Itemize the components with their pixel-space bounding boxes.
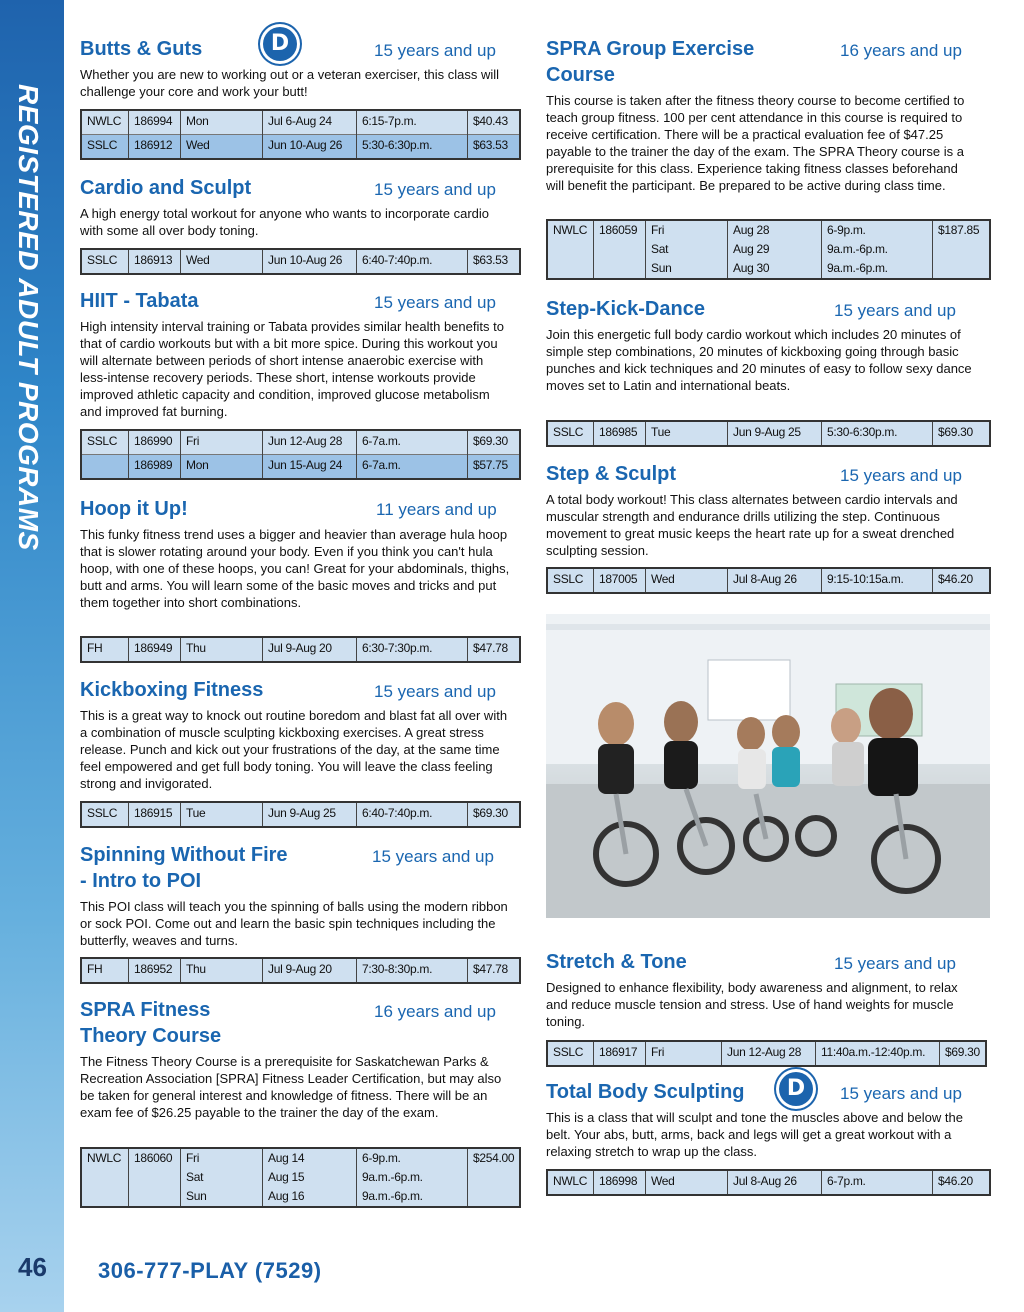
- program-title-line2: - Intro to POI: [80, 870, 202, 892]
- schedule-cell: NWLC: [81, 110, 129, 135]
- schedule-row: [81, 110, 520, 135]
- schedule-row: [81, 1148, 520, 1168]
- schedule-cell: 186998: [594, 1170, 646, 1195]
- schedule-cell: Jul 9-Aug 20: [263, 637, 357, 662]
- phone-number: 306-777-PLAY (7529): [98, 1258, 322, 1283]
- schedule-cell: 9a.m.-6p.m.: [357, 1187, 468, 1207]
- schedule-cell: 6-9p.m.: [357, 1148, 468, 1168]
- schedule-row: [81, 802, 520, 827]
- age-range: 15 years and up: [834, 301, 956, 320]
- schedule-cell: NWLC: [547, 220, 594, 240]
- schedule-cell: Wed: [646, 1170, 728, 1195]
- program-title: Step-Kick-Dance: [546, 298, 705, 320]
- schedule-cell: Jul 6-Aug 24: [263, 110, 357, 135]
- schedule-cell: Tue: [181, 802, 263, 827]
- age-range: 16 years and up: [374, 1002, 496, 1021]
- schedule-cell: Wed: [181, 249, 263, 274]
- schedule-cell: SSLC: [547, 568, 594, 593]
- schedule-cell: 186912: [129, 135, 181, 160]
- schedule-cell: [468, 1168, 521, 1187]
- schedule-cell: $46.20: [933, 1170, 991, 1195]
- program-title: HIIT - Tabata: [80, 290, 199, 312]
- schedule-cell: SSLC: [81, 802, 129, 827]
- schedule-cell: 6-7a.m.: [357, 455, 468, 480]
- schedule-cell: Thu: [181, 637, 263, 662]
- schedule-cell: [129, 1168, 181, 1187]
- schedule-table: [80, 248, 521, 275]
- program-title: Kickboxing Fitness: [80, 679, 264, 701]
- schedule-cell: 186060: [129, 1148, 181, 1168]
- program-title: SPRA Fitness: [80, 999, 211, 1021]
- schedule-cell: NWLC: [547, 1170, 594, 1195]
- schedule-row: [547, 240, 990, 259]
- schedule-cell: $69.30: [468, 430, 521, 455]
- program-title: Hoop it Up!: [80, 498, 188, 520]
- schedule-row: [81, 958, 520, 983]
- d-badge-icon: D: [263, 27, 297, 61]
- program-description: A total body workout! This class alternates between cardio intervals and muscular strength and endurance drills utilizing the step. Continuous movement to great music keeps the heart rate up for a sweat drenched sculpting session.: [546, 492, 958, 558]
- schedule-cell: $69.30: [940, 1041, 987, 1066]
- schedule-cell: 9:15-10:15a.m.: [822, 568, 933, 593]
- program-title: Stretch & Tone: [546, 951, 687, 973]
- age-range: 15 years and up: [374, 293, 496, 312]
- schedule-cell: Mon: [181, 110, 263, 135]
- age-range: 15 years and up: [834, 954, 956, 973]
- age-range: 15 years and up: [374, 682, 496, 701]
- schedule-table: [80, 801, 521, 828]
- schedule-cell: 187005: [594, 568, 646, 593]
- schedule-table: [546, 1040, 987, 1067]
- age-range: 15 years and up: [374, 180, 496, 199]
- schedule-cell: Jun 9-Aug 25: [728, 421, 822, 446]
- d-badge-icon: D: [779, 1072, 813, 1106]
- schedule-cell: Aug 14: [263, 1148, 357, 1168]
- schedule-cell: Jun 9-Aug 25: [263, 802, 357, 827]
- schedule-cell: Wed: [181, 135, 263, 160]
- schedule-cell: SSLC: [547, 421, 594, 446]
- schedule-cell: Tue: [646, 421, 728, 446]
- schedule-cell: 5:30-6:30p.m.: [357, 135, 468, 160]
- schedule-cell: Jul 8-Aug 26: [728, 568, 822, 593]
- schedule-cell: [933, 259, 991, 279]
- age-range: 16 years and up: [840, 41, 962, 60]
- program-description: Designed to enhance flexibility, body awareness and alignment, to relax and reduce muscle tension and stress. Use of hand weights for muscle toning.: [546, 980, 958, 1029]
- age-range: 15 years and up: [840, 466, 962, 485]
- schedule-cell: Aug 15: [263, 1168, 357, 1187]
- schedule-cell: Fri: [646, 1041, 722, 1066]
- schedule-row: [547, 220, 990, 240]
- schedule-cell: Jun 12-Aug 28: [722, 1041, 816, 1066]
- schedule-cell: [81, 1168, 129, 1187]
- schedule-row: [81, 1187, 520, 1207]
- schedule-cell: 5:30-6:30p.m.: [822, 421, 933, 446]
- schedule-table: [80, 957, 521, 984]
- schedule-cell: SSLC: [81, 249, 129, 274]
- schedule-cell: Thu: [181, 958, 263, 983]
- schedule-cell: $69.30: [468, 802, 521, 827]
- schedule-cell: 186949: [129, 637, 181, 662]
- schedule-table: [80, 109, 521, 160]
- program-description: High intensity interval training or Tabata provides similar health benefits to that of cardio workouts but with a bit more spice. During this workout you will alternate between periods of short intense anaerobic exercise with less-intense recovery periods. These short, intense workouts provide improved athletic capacity and condition, improved glucose metabolism and improved fat burning.: [80, 319, 504, 419]
- schedule-cell: Jun 10-Aug 26: [263, 135, 357, 160]
- schedule-cell: $47.78: [468, 637, 521, 662]
- schedule-cell: Jul 9-Aug 20: [263, 958, 357, 983]
- schedule-cell: $46.20: [933, 568, 991, 593]
- schedule-table: [80, 1147, 521, 1208]
- program-description: The Fitness Theory Course is a prerequisite for Saskatchewan Parks & Recreation Association [SPRA] Fitness Leader Certification, but may also be taken for general interest and knowledge of fitness. There will be an exam fee of $26.25 payable to the trainer the day of the exam.: [80, 1054, 502, 1120]
- schedule-cell: Fri: [181, 1148, 263, 1168]
- schedule-table: [546, 1169, 991, 1196]
- schedule-cell: [933, 240, 991, 259]
- schedule-row: [547, 568, 990, 593]
- schedule-row: [81, 430, 520, 455]
- schedule-cell: [81, 455, 129, 480]
- schedule-cell: Sun: [646, 259, 728, 279]
- schedule-cell: [594, 240, 646, 259]
- schedule-cell: 6-7a.m.: [357, 430, 468, 455]
- schedule-row: [81, 1168, 520, 1187]
- schedule-cell: FH: [81, 958, 129, 983]
- schedule-cell: 6-7p.m.: [822, 1170, 933, 1195]
- schedule-cell: [468, 1187, 521, 1207]
- schedule-row: [81, 455, 520, 480]
- schedule-row: [81, 135, 520, 160]
- schedule-cell: FH: [81, 637, 129, 662]
- schedule-cell: $57.75: [468, 455, 521, 480]
- program-title: Spinning Without Fire: [80, 844, 288, 866]
- schedule-cell: Aug 30: [728, 259, 822, 279]
- page-number: 46: [18, 1252, 47, 1282]
- spin-class-illustration: [546, 614, 990, 918]
- schedule-cell: 6:40-7:40p.m.: [357, 802, 468, 827]
- schedule-cell: $47.78: [468, 958, 521, 983]
- program-title: Butts & Guts: [80, 38, 203, 60]
- schedule-cell: 186985: [594, 421, 646, 446]
- program-description: Whether you are new to working out or a veteran exerciser, this class will challenge your core and work your butt!: [80, 67, 500, 99]
- schedule-cell: $254.00: [468, 1148, 521, 1168]
- schedule-cell: 9a.m.-6p.m.: [822, 259, 933, 279]
- schedule-cell: 186917: [594, 1041, 646, 1066]
- age-range: 15 years and up: [840, 1084, 962, 1103]
- program-description: This is a great way to knock out routine boredom and blast fat all over with a combination of muscle sculpting kickboxing exercises. A great stress release. Punch and kick out your frustrations of the day, at the same time feel empowered and get full body toning. You will leave the class feeling strong and invigorated.: [80, 708, 508, 791]
- schedule-cell: [547, 259, 594, 279]
- schedule-cell: 9a.m.-6p.m.: [822, 240, 933, 259]
- schedule-cell: 6:30-7:30p.m.: [357, 637, 468, 662]
- schedule-table: [546, 219, 991, 280]
- schedule-cell: SSLC: [81, 430, 129, 455]
- schedule-cell: [594, 259, 646, 279]
- schedule-cell: $63.53: [468, 135, 521, 160]
- schedule-cell: 186994: [129, 110, 181, 135]
- schedule-cell: 186915: [129, 802, 181, 827]
- sidebar-title: REGISTERED ADULT PROGRAMS: [13, 84, 44, 551]
- schedule-cell: 186990: [129, 430, 181, 455]
- program-title: Step & Sculpt: [546, 463, 677, 485]
- schedule-cell: Aug 28: [728, 220, 822, 240]
- schedule-cell: 186913: [129, 249, 181, 274]
- schedule-table: [80, 429, 521, 480]
- schedule-cell: Mon: [181, 455, 263, 480]
- schedule-table: [80, 636, 521, 663]
- schedule-cell: Jun 12-Aug 28: [263, 430, 357, 455]
- schedule-cell: 186059: [594, 220, 646, 240]
- program-description: This funky fitness trend uses a bigger and heavier than average hula hoop that is slower rotating around your body. Even if you think you can't hula hoop, with one of these hoops, you can! Great for your abdominals, thighs, butt and arms. You will learn some of the basic moves and tricks and put them together into short combinations.: [80, 527, 510, 610]
- program-title-line2: Theory Course: [80, 1025, 222, 1047]
- age-range: 15 years and up: [372, 847, 494, 866]
- schedule-cell: Fri: [181, 430, 263, 455]
- schedule-cell: 9a.m.-6p.m.: [357, 1168, 468, 1187]
- schedule-row: [547, 1170, 990, 1195]
- schedule-row: [81, 637, 520, 662]
- program-title-line2: Course: [546, 64, 615, 86]
- schedule-cell: Sat: [646, 240, 728, 259]
- age-range: 11 years and up: [376, 500, 497, 519]
- schedule-cell: 186989: [129, 455, 181, 480]
- schedule-row: [547, 1041, 986, 1066]
- schedule-cell: Aug 16: [263, 1187, 357, 1207]
- schedule-cell: NWLC: [81, 1148, 129, 1168]
- schedule-cell: [547, 240, 594, 259]
- schedule-cell: [81, 1187, 129, 1207]
- program-title: SPRA Group Exercise: [546, 38, 755, 60]
- schedule-cell: 6:40-7:40p.m.: [357, 249, 468, 274]
- schedule-cell: 11:40a.m.-12:40p.m.: [816, 1041, 940, 1066]
- schedule-row: [547, 421, 990, 446]
- program-description: A high energy total workout for anyone who wants to incorporate cardio with some all over body toning.: [80, 206, 490, 238]
- schedule-row: [547, 259, 990, 279]
- schedule-cell: $40.43: [468, 110, 521, 135]
- program-description: This is a class that will sculpt and tone the muscles above and below the belt. Your abs, butt, arms, back and legs will get a great workout with a relaxing stretch to wrap up the class.: [546, 1110, 963, 1159]
- schedule-cell: SSLC: [547, 1041, 594, 1066]
- spin-class-photo: [546, 614, 990, 918]
- schedule-cell: $187.85: [933, 220, 991, 240]
- schedule-cell: 186952: [129, 958, 181, 983]
- schedule-row: [81, 249, 520, 274]
- schedule-cell: Fri: [646, 220, 728, 240]
- schedule-cell: Aug 29: [728, 240, 822, 259]
- program-title: Total Body Sculpting: [546, 1081, 745, 1103]
- schedule-cell: 6:15-7p.m.: [357, 110, 468, 135]
- program-description: Join this energetic full body cardio workout which includes 20 minutes of simple step combinations, 20 minutes of kickboxing going through basic punches and kick techniques and 20 minutes of easy to follow sexy dance moves set to Latin and international beats.: [546, 327, 972, 393]
- age-range: 15 years and up: [374, 41, 496, 60]
- schedule-cell: Jul 8-Aug 26: [728, 1170, 822, 1195]
- schedule-cell: 7:30-8:30p.m.: [357, 958, 468, 983]
- schedule-table: [546, 567, 991, 594]
- schedule-cell: Sat: [181, 1168, 263, 1187]
- schedule-cell: Jun 10-Aug 26: [263, 249, 357, 274]
- schedule-cell: $63.53: [468, 249, 521, 274]
- schedule-cell: $69.30: [933, 421, 991, 446]
- schedule-cell: Wed: [646, 568, 728, 593]
- schedule-cell: SSLC: [81, 135, 129, 160]
- schedule-cell: [129, 1187, 181, 1207]
- program-description: This POI class will teach you the spinning of balls using the modern ribbon or sock POI. Come out and learn the basic spin techniques including the butterfly, weaves and turns.: [80, 899, 508, 948]
- schedule-cell: Jun 15-Aug 24: [263, 455, 357, 480]
- program-title: Cardio and Sculpt: [80, 177, 252, 199]
- program-description: This course is taken after the fitness theory course to become certified to teach group fitness. 100 per cent attendance in this course is required to receive certification. There will be a practical evaluation fee of $47.25 payable to the trainer the day of the exam. The SPRA Theory course is a prerequisite for this class. Experience taking fitness classes beforehand will benefit the participant. Be prepared to be active during class time.: [546, 93, 965, 193]
- schedule-table: [546, 420, 991, 447]
- schedule-cell: Sun: [181, 1187, 263, 1207]
- schedule-cell: 6-9p.m.: [822, 220, 933, 240]
